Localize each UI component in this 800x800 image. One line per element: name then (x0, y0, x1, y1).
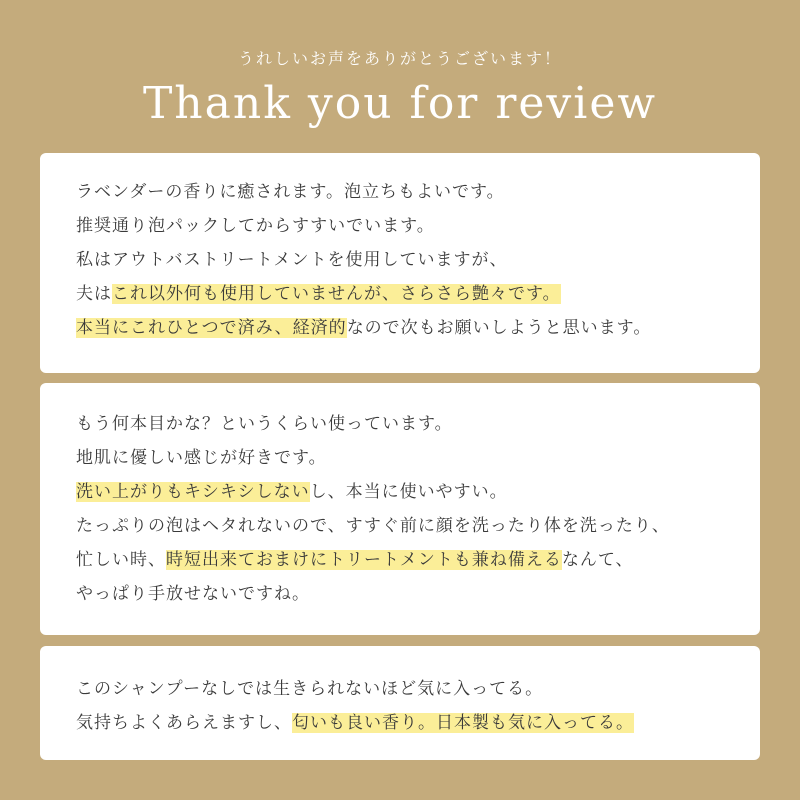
review-line: 洗い上がりもキシキシしないし、本当に使いやすい。 (76, 482, 508, 502)
review-line: もう何本目かな？というくらい使っています。 (76, 414, 453, 434)
review-line: ラベンダーの香りに癒されます。泡立ちもよいです。 (76, 182, 505, 202)
subtitle: うれしいお声をありがとうございます！ (237, 49, 562, 68)
highlight: 時短出来ておまけにトリートメントも兼ね備える (166, 550, 562, 570)
review-line: 推奨通り泡パックしてからすすいでいます。 (76, 216, 435, 236)
review-line: 忙しい時、時短出来ておまけにトリートメントも兼ね備えるなんて、 (76, 550, 634, 570)
review-card-3 (40, 646, 760, 760)
highlight: 匂いも良い香り。日本製も気に入ってる。 (292, 713, 634, 733)
review-line: やっぱり手放せないですね。 (76, 584, 310, 604)
highlight: これ以外何も使用していませんが、さらさら艶々です。 (112, 284, 561, 304)
review-line: このシャンプーなしでは生きられないほど気に入ってる。 (76, 679, 544, 699)
highlight: 洗い上がりもキシキシしない (76, 482, 310, 502)
review-line: たっぷりの泡はヘタれないので、すすぐ前に顔を洗ったり体を洗ったり、 (76, 516, 670, 536)
review-line: 地肌に優しい感じが好きです。 (76, 448, 327, 468)
page-title: Thank you for review (142, 78, 658, 129)
review-line: 私はアウトバストリートメントを使用していますが、 (76, 250, 508, 270)
review-line: 気持ちよくあらえますし、匂いも良い香り。日本製も気に入ってる。 (76, 713, 634, 733)
highlight: 本当にこれひとつで済み、経済的 (76, 318, 347, 338)
review-line: 本当にこれひとつで済み、経済的なので次もお願いしようと思います。 (76, 318, 652, 338)
review-card-1 (40, 153, 760, 373)
review-line: 夫はこれ以外何も使用していませんが、さらさら艶々です。 (76, 284, 561, 304)
review-card-2 (40, 383, 760, 635)
